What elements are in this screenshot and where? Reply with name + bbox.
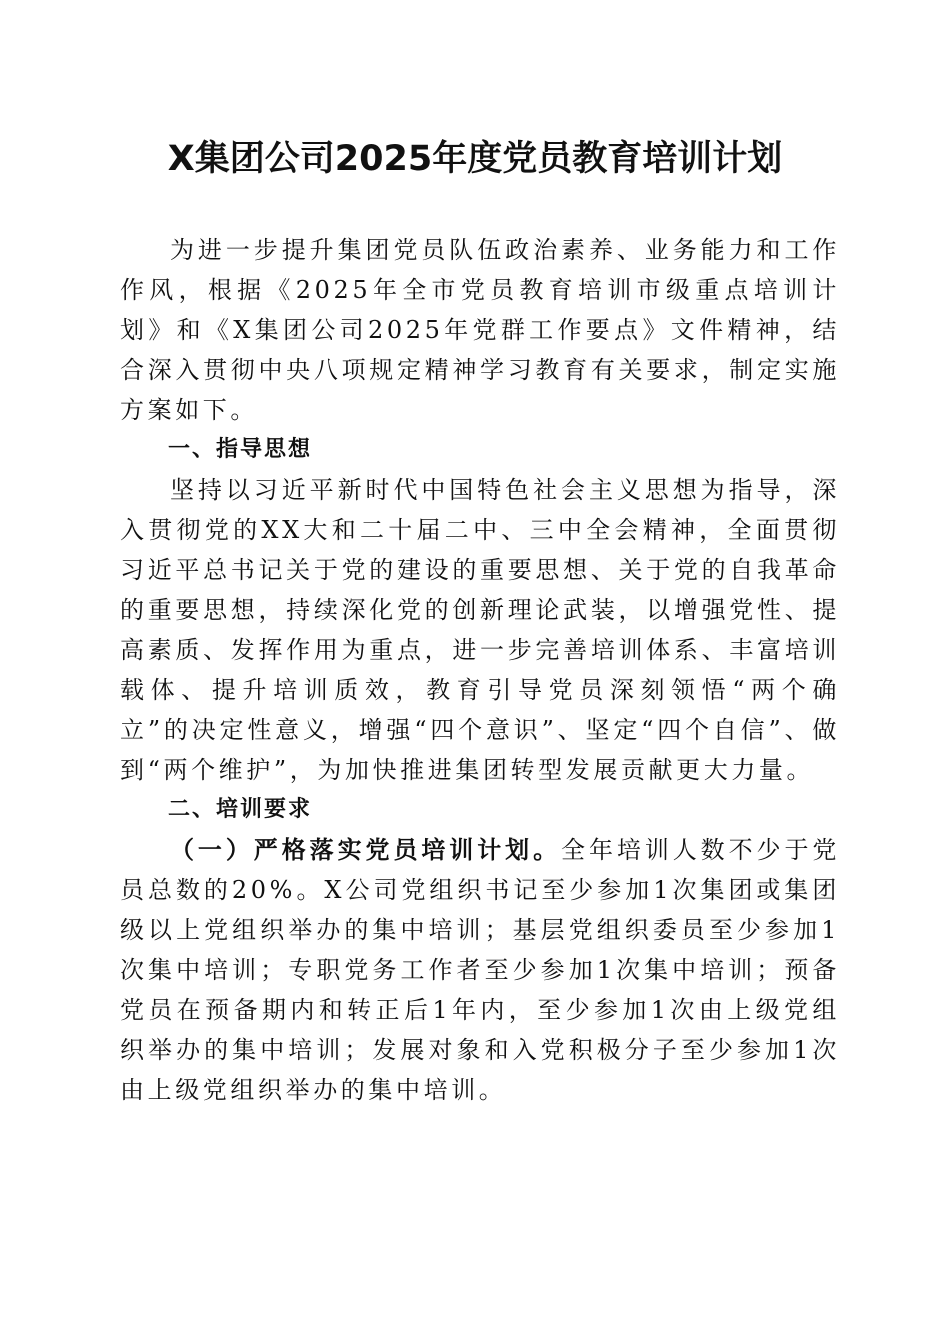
section-heading-training-requirements: 二、培训要求 bbox=[168, 797, 313, 822]
document-body bbox=[120, 230, 840, 1110]
guiding-thought-paragraph: 坚持以习近平新时代中国特色社会主义思想为指导，深入贯彻党的XX大和二十届二中、三中全会精神，全面贯彻习近平总书记关于党的建设的重要思想、关于党的自我革命的重要思想，持续深化党的创新理论武装，以增强党性、提高素质、发挥作用为重点，进一步完善培训体系、丰富培训载体、提升培训质效，教育引导党员深刻领悟“两个确立”的决定性意义，增强“四个意识”、坚定“四个自信”、做到“两个维护”，为加快推进集团转型发展贡献更大力量。 bbox=[120, 476, 840, 784]
intro-paragraph: 为进一步提升集团党员队伍政治素养、业务能力和工作作风，根据《2025年全市党员教育培训市级重点培训计划》和《X集团公司2025年党群工作要点》文件精神，结合深入贯彻中央八项规定精神学习教育有关要求，制定实施方案如下。 bbox=[120, 236, 840, 424]
training-requirement-item-1 bbox=[120, 830, 840, 1110]
section-heading-guiding-thought: 一、指导思想 bbox=[168, 437, 313, 462]
document-title: X集团公司2025年度党员教育培训计划 bbox=[167, 139, 783, 179]
item-1-text: 全年培训人数不少于党员总数的20%。X公司党组织书记至少参加1次集团或集团级以上党组织举办的集中培训；基层党组织委员至少参加1次集中培训；专职党务工作者至少参加1次集中培训；预备党员在预备期内和转正后1年内，至少参加1次由上级党组织举办的集中培训；发展对象和入党积极分子至少参加1次由上级党组织举办的集中培训。 bbox=[120, 836, 841, 1104]
item-1-lead: （一）严格落实党员培训计划。 bbox=[170, 835, 562, 864]
